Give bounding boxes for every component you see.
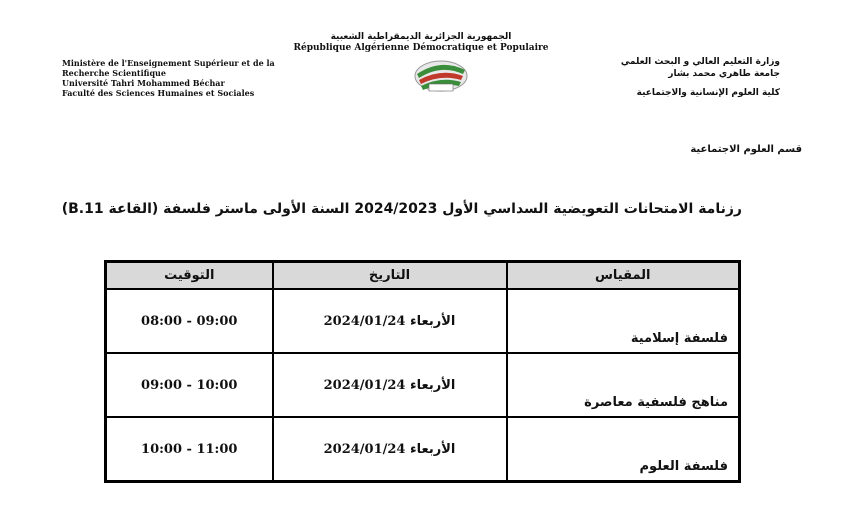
time-cell: 10:00 - 11:00 — [106, 417, 273, 482]
day-text: الأربعاء — [410, 441, 456, 457]
col-header-subject: المقياس — [507, 262, 740, 290]
date-cell — [273, 353, 507, 417]
table-header-row — [106, 262, 740, 290]
date-cell — [273, 289, 507, 353]
day-text: الأربعاء — [410, 377, 456, 393]
header-fr-research: Recherche Scientifique — [62, 68, 166, 78]
header-fr-university: Université Tahri Mohammed Béchar — [62, 78, 225, 88]
col-header-date: التاريخ — [273, 262, 507, 290]
date-cell — [273, 417, 507, 482]
table-row — [106, 353, 740, 417]
header-arabic-republic: الجمهورية الجزائرية الديمقراطية الشعبية — [330, 32, 512, 42]
header-ar-ministry: وزارة التعليم العالي و البحث العلمي — [620, 57, 780, 67]
page-title: رزنامة الامتحانات التعويضية السداسي الأول 2024/2023 السنة الأولى ماستر فلسفة (القاعة B.11) — [61, 201, 742, 217]
university-logo-icon — [411, 54, 471, 96]
exam-schedule-table — [104, 260, 741, 483]
subject-cell: فلسفة إسلامية — [507, 289, 740, 353]
date-text: 2024/01/24 — [323, 313, 406, 329]
col-header-time: التوقيت — [106, 262, 273, 290]
date-text: 2024/01/24 — [323, 441, 406, 457]
subject-cell: مناهج فلسفية معاصرة — [507, 353, 740, 417]
header-french-republic: République Algérienne Démocratique et Populaire — [293, 43, 549, 53]
header-fr-ministry: Ministère de l'Enseignement Supérieur et de la — [62, 58, 275, 68]
date-text: 2024/01/24 — [323, 377, 406, 393]
time-cell: 08:00 - 09:00 — [106, 289, 273, 353]
subject-cell: فلسفة العلوم — [507, 417, 740, 482]
table-row — [106, 289, 740, 353]
header-arabic-block — [520, 56, 780, 99]
header-french-block — [62, 58, 362, 98]
header-ar-faculty: كلية العلوم الإنسانية والاجتماعية — [636, 88, 780, 98]
department-name: قسم العلوم الاجتماعية — [690, 144, 802, 155]
header-ar-university: جامعة طاهري محمد بشار — [668, 69, 780, 79]
time-cell: 09:00 - 10:00 — [106, 353, 273, 417]
header-fr-faculty: Faculté des Sciences Humaines et Sociales — [62, 88, 255, 98]
day-text: الأربعاء — [410, 313, 456, 329]
table-row — [106, 417, 740, 482]
